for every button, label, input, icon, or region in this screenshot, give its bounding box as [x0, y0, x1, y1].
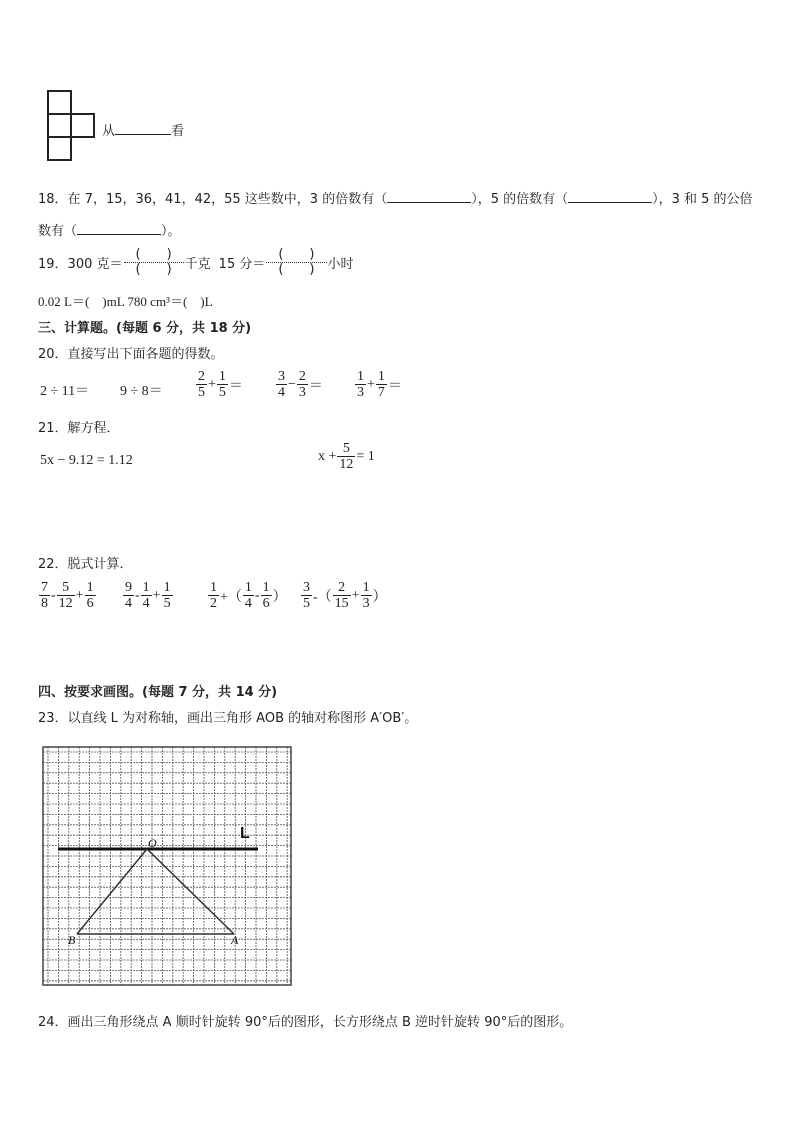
q17-blank[interactable]	[115, 134, 171, 135]
q19-label: 19．300 克＝	[38, 257, 123, 273]
q18-text-d: 数有（	[38, 224, 78, 239]
q19-unit-hour: 小时	[327, 257, 354, 273]
q18-blank-multiple-5[interactable]	[568, 202, 652, 203]
q19-unit-kg: 千克	[184, 257, 211, 273]
q19-mid: 15 分＝	[218, 257, 266, 273]
q19-frac-1[interactable]	[124, 248, 184, 278]
section-3-title: 三、计算题。(每题 6 分，共 18 分)	[38, 321, 252, 336]
q18-blank-common-multiple[interactable]	[77, 234, 161, 235]
figure-square-middle-left	[47, 113, 72, 138]
q18-text-a: 18．在 7，15，36，41，42，55 这些数中，3 的倍数有（	[38, 192, 388, 207]
q19-line1	[38, 248, 354, 278]
q17-kan: 看	[171, 124, 185, 139]
q18-text-b: ），5 的倍数有（	[471, 192, 569, 207]
q21-equation-2: x + $\frac{5}{12}$ = 1	[318, 441, 375, 473]
q19-frac-2[interactable]	[266, 248, 326, 278]
q19-frac-2-num: ( )	[266, 248, 326, 263]
q21-title: 21．解方程．	[38, 421, 120, 436]
label-A: A	[231, 933, 239, 947]
q19-frac-1-den: ( )	[135, 262, 172, 278]
q17-view-line	[102, 120, 184, 139]
figure-square-middle-right	[70, 113, 95, 138]
q24-title: 24．画出三角形绕点 A 顺时针旋转 90°后的图形，长方形绕点 B 逆时针旋转 90°后的图形。	[38, 1015, 573, 1030]
segment-OA	[147, 849, 234, 934]
q20-expr-4: $\frac{3}{4}$ − $\frac{2}{3}$ ＝	[278, 369, 323, 401]
q23-grid-figure	[42, 746, 292, 986]
q22-title: 22．脱式计算．	[38, 557, 133, 572]
q18-line1	[38, 188, 753, 207]
q22-expr-1: $\frac{7}{8}$ - $\frac{5}{12}$ + $\frac{1}{6}$	[41, 580, 94, 612]
section-4-title: 四、按要求画图。(每题 7 分，共 14 分)	[38, 685, 278, 700]
q20-title: 20．直接写出下面各题的得数。	[38, 347, 224, 362]
q22-expr-4: $\frac{3}{5}$ -（ $\frac{2}{15}$ + $\frac{1}{3}$ ）	[303, 580, 387, 612]
q23-title: 23．以直线 L 为对称轴，画出三角形 AOB 的轴对称图形 A′OB′。	[38, 711, 418, 726]
q18-blank-multiple-3[interactable]	[387, 202, 471, 203]
q21-equation-1: 5x − 9.12 = 1.12	[40, 453, 133, 468]
q19-frac-1-num: ( )	[124, 248, 184, 263]
label-O: O	[148, 836, 157, 850]
q22-expr-2: $\frac{9}{4}$ - $\frac{1}{4}$ + $\frac{1}{5}$	[125, 580, 171, 612]
figure-square-bottom	[47, 136, 72, 161]
figure-square-top	[47, 90, 72, 115]
label-B: B	[68, 933, 76, 947]
grid-lines	[43, 747, 291, 985]
q21-eq2-post: = 1	[356, 448, 375, 464]
segment-OB	[77, 849, 147, 934]
q19-line2: 0.02 L＝( )mL 780 cm³＝( )L	[38, 294, 213, 309]
q18-text-c: ），3 和 5 的公倍	[652, 192, 753, 207]
q20-expr-2: 9 ÷ 8＝	[120, 384, 163, 399]
q19-frac-2-den: ( )	[278, 262, 315, 278]
q20-expr-1: 2 ÷ 11＝	[40, 384, 90, 399]
q20-expr-5: $\frac{1}{3}$ + $\frac{1}{7}$ ＝	[357, 369, 402, 401]
q18-line2	[38, 220, 181, 239]
q18-text-e: ）。	[161, 224, 181, 239]
q22-expr-3: $\frac{1}{2}$ +（ $\frac{1}{4}$ - $\frac{1}{6}$ ）	[210, 580, 287, 612]
q21-eq2-pre: x +	[318, 448, 337, 464]
q17-cong: 从	[102, 124, 116, 139]
q20-expr-3: $\frac{2}{5}$ + $\frac{1}{5}$ ＝	[198, 369, 243, 401]
label-L: L	[240, 825, 250, 842]
